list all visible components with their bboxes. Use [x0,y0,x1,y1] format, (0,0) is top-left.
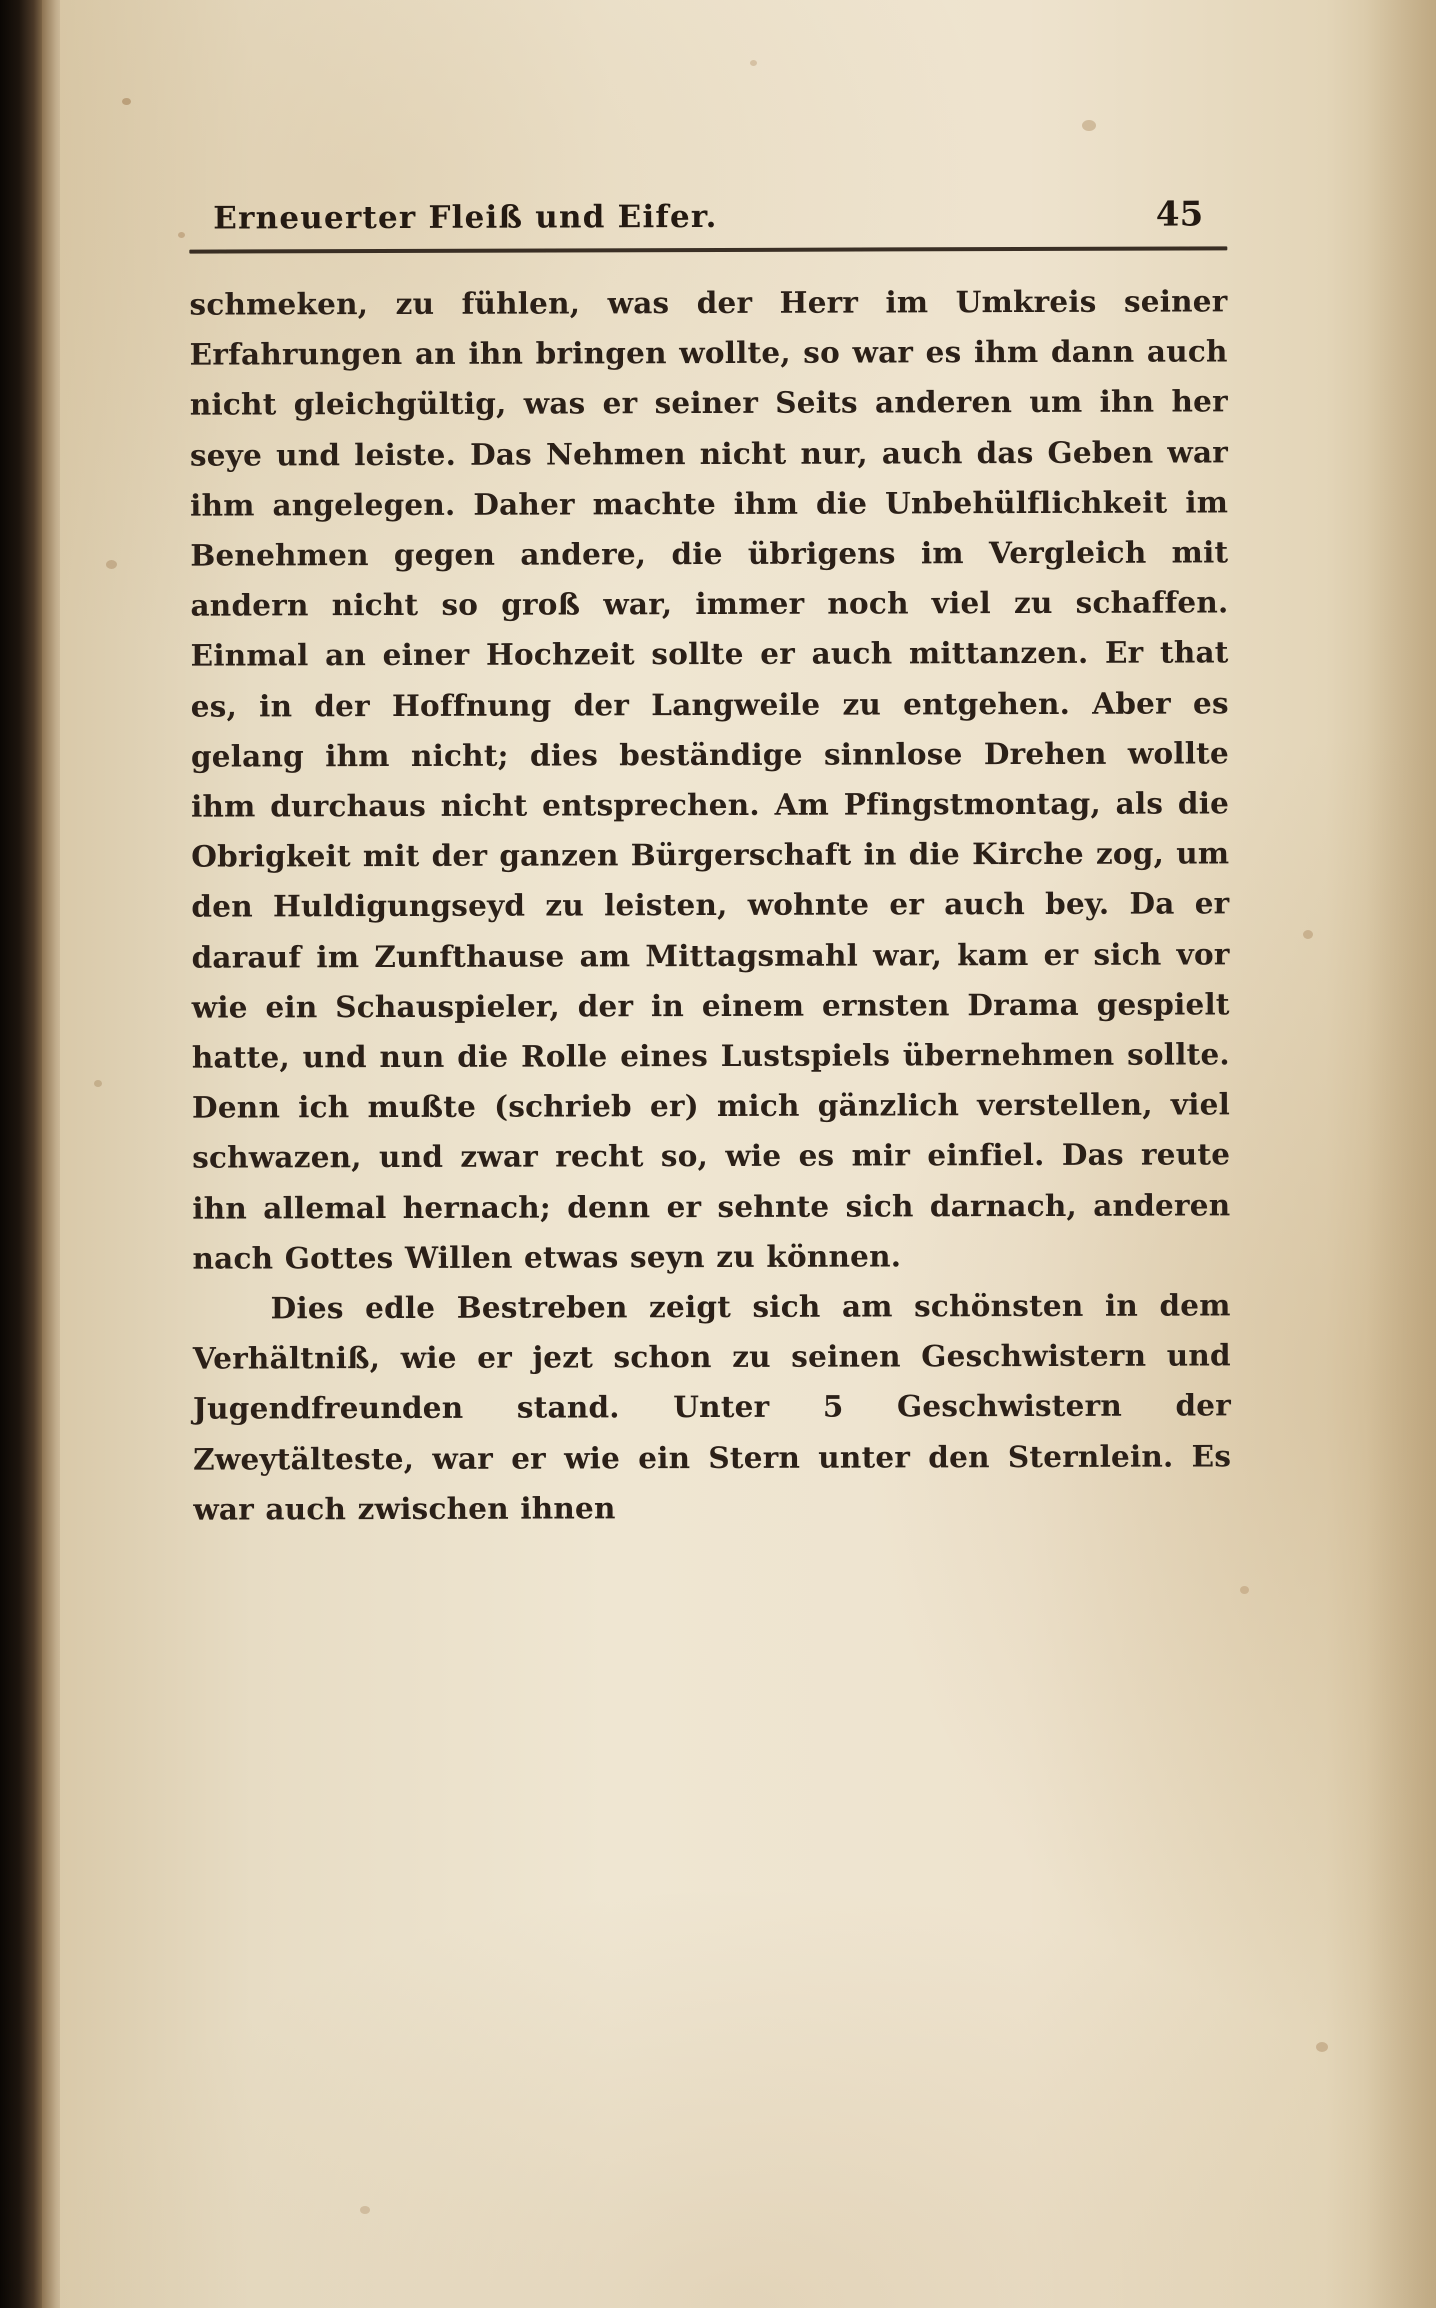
book-binding-gutter [0,0,42,2308]
paragraph: Dies edle Bestreben zeigt sich am schönsten in dem Verhältniß, wie er jezt schon zu seinen Geschwistern und Jugendfreunden stand. Unter 5 Geschwistern der Zweytälteste, war er wie ein Stern unter den Sternlein. Es war auch zwischen ihnen [192,1287,1232,1527]
foxing-spot [360,2206,370,2214]
foxing-spot [1316,2042,1328,2052]
text-block [189,194,1231,1534]
body-text [189,276,1231,1534]
foxing-spot [94,1080,102,1087]
page-number: 45 [1155,194,1204,235]
foxing-spot [1303,930,1313,939]
foxing-spot [750,60,757,66]
running-head: Erneuerter Fleiß und Eifer. [213,198,718,237]
foxing-spot [106,560,117,569]
page-header [189,194,1227,237]
paper-surface [60,0,1436,2308]
foxing-spot [178,232,185,238]
foxing-spot [1240,1586,1249,1594]
foxing-spot [1082,120,1096,131]
paragraph: schmeken, zu fühlen, was der Herr im Umkreis seiner Erfahrungen an ihn bringen wollte, so war es ihm dann auch nicht gleichgültig, was er seiner Seits anderen um ihn her seye und leiste. Das Nehmen nicht nur, auch das Geben war ihm angelegen. Daher machte ihm die Unbehülflichkeit im Benehmen gegen andere, die übrigens im Vergleich mit andern nicht so groß war, immer noch viel zu schaffen. Einmal an einer Hochzeit sollte er auch mittanzen. Er that es, in der Hoffnung der Langweile zu entgehen. Aber es gelang ihm nicht; dies beständige sinnlose Drehen wollte ihm durchaus nicht entsprechen. Am Pfingstmontag, als die Obrigkeit mit der ganzen Bürgerschaft in die Kirche zog, um den Huldigungseyd zu leisten, wohnte er auch bey. Da er darauf im Zunfthause am Mittagsmahl war, kam er sich vor wie ein Schauspieler, der in einem ernsten Drama gespielt hatte, und nun die Rolle eines Lustspiels übernehmen sollte. Denn ich mußte (schrieb er) mich gänzlich verstellen, viel schwazen, und zwar recht so, wie es mir einfiel. Das reute ihn allemal hernach; denn er sehnte sich darnach, anderen nach Gottes Willen etwas seyn zu können. [189,283,1231,1276]
header-rule [189,246,1227,253]
foxing-spot [122,98,131,105]
